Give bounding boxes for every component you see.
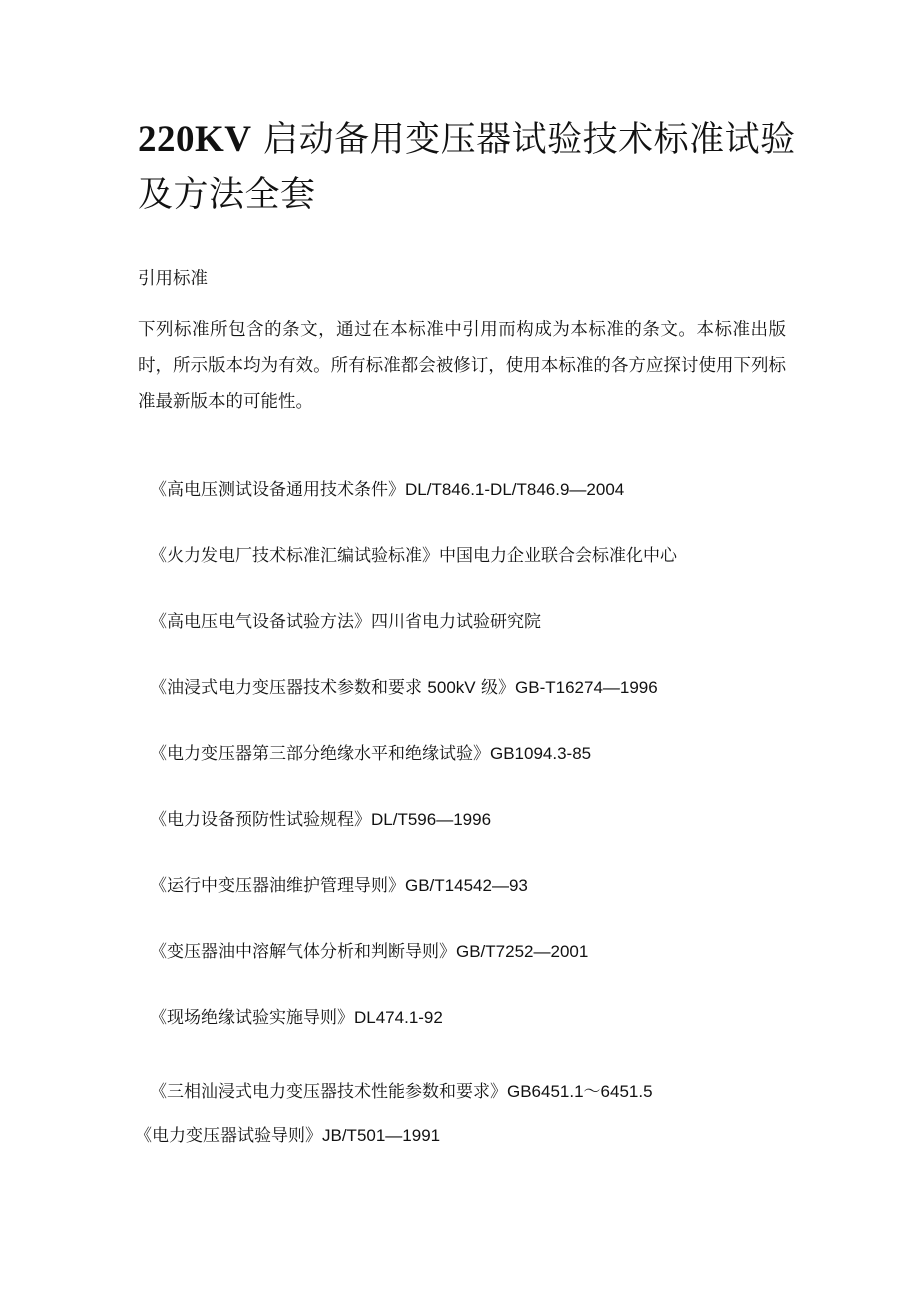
document-title	[138, 112, 798, 223]
reference-item	[150, 544, 677, 568]
reference-name: 《电力设备预防性试验规程》	[150, 810, 371, 830]
reference-name: 《电力变压器试验导则》	[135, 1126, 322, 1146]
reference-name: 《高电压测试设备通用技术条件》	[150, 480, 405, 500]
reference-code: GB-T16274—1996	[515, 678, 658, 697]
reference-item	[150, 610, 541, 634]
reference-name: 《高电压电气设备试验方法》四川省电力试验研究院	[150, 612, 541, 632]
reference-code: GB1094.3-85	[490, 744, 592, 763]
reference-code: GB/T7252—2001	[456, 942, 589, 961]
reference-suffix: 级》	[481, 678, 516, 698]
reference-item	[150, 874, 528, 898]
reference-code: DL/T596—1996	[371, 810, 492, 829]
reference-item	[150, 940, 588, 964]
reference-name: 《电力变压器第三部分绝缘水平和绝缘试验》	[150, 744, 490, 764]
reference-name: 《油浸式电力变压器技术参数和要求	[150, 678, 422, 698]
reference-name: 《火力发电厂技术标准汇编试验标准》中国电力企业联合会标准化中心	[150, 546, 677, 566]
reference-code: DL/T846.1-DL/T846.9—2004	[405, 480, 625, 499]
reference-name: 《现场绝缘试验实施导则》	[150, 1008, 354, 1028]
reference-item	[150, 676, 658, 700]
reference-name: 《运行中变压器油维护管理导则》	[150, 876, 405, 896]
reference-code: GB/T14542—93	[405, 876, 528, 895]
reference-code: DL474.1-92	[354, 1008, 443, 1027]
reference-item	[150, 742, 591, 766]
reference-code: GB6451.1～6451.5	[507, 1082, 653, 1101]
reference-voltage: 500kV	[427, 678, 476, 697]
reference-code: JB/T501—1991	[322, 1126, 441, 1145]
reference-item	[150, 808, 491, 832]
intro-paragraph: 下列标准所包含的条文，通过在本标准中引用而构成为本标准的条文。本标准出版时，所示版本均为有效。所有标准都会被修订，使用本标准的各方应探讨使用下列标准最新版本的可能性。	[138, 320, 786, 412]
reference-name: 《三相汕浸式电力变压器技术性能参数和要求》	[150, 1082, 507, 1102]
reference-item	[135, 1124, 440, 1148]
title-rest: 启动备用变压器试验技术标准试验及方法全套	[138, 120, 796, 215]
reference-item	[150, 1006, 443, 1030]
title-lead: 220KV	[138, 119, 252, 160]
section-heading: 引用标准	[138, 269, 208, 289]
reference-item	[150, 1080, 653, 1104]
reference-name: 《变压器油中溶解气体分析和判断导则》	[150, 942, 456, 962]
reference-item	[150, 478, 624, 502]
